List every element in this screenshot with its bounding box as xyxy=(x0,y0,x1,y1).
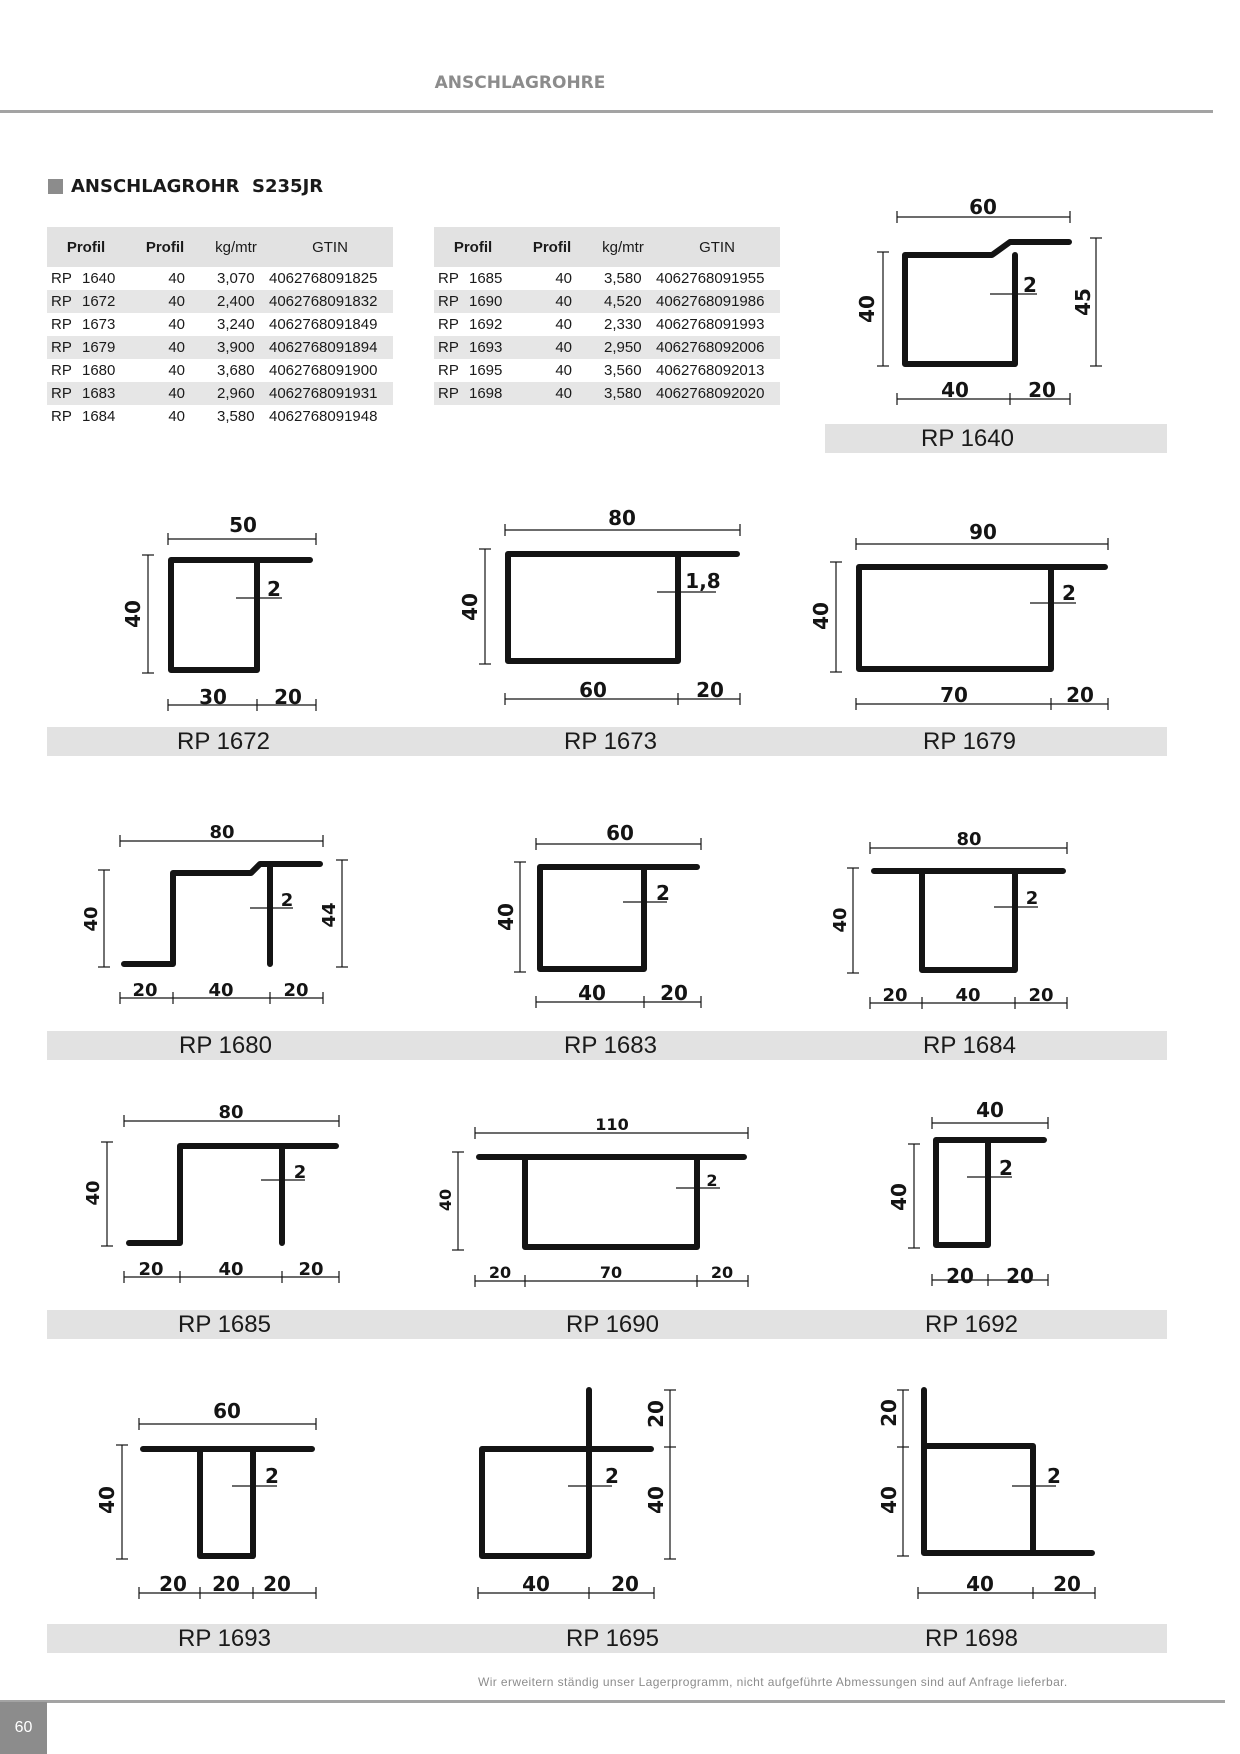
dimension-lines xyxy=(98,835,348,1004)
cell-gtin: 4062768092013 xyxy=(656,362,765,379)
dim-label: 2 xyxy=(267,577,281,601)
dim-label: 40 xyxy=(855,295,879,323)
dim-label: 80 xyxy=(956,829,982,850)
cell-gtin: 4062768091931 xyxy=(267,382,393,405)
cell-profil-size: 40 xyxy=(125,382,205,405)
col-header-profil-2: Profil xyxy=(125,227,205,267)
drawing-rp1690 xyxy=(436,1115,748,1287)
dim-label: 40 xyxy=(494,903,518,931)
dim-label: 20 xyxy=(1053,1572,1081,1596)
drawing-rp1672 xyxy=(121,513,316,711)
cell-code: 1673 xyxy=(82,316,116,333)
cell-code: 1640 xyxy=(82,270,116,287)
profile-label-rp1690: RP 1690 xyxy=(566,1311,659,1338)
col-header-kg: kg/mtr xyxy=(592,227,654,267)
dim-label: 20 xyxy=(1028,378,1056,402)
profile-label-rp1679: RP 1679 xyxy=(923,728,1016,755)
dim-label: 20 xyxy=(283,980,309,1001)
cell-code: 1672 xyxy=(82,293,116,310)
profile-label-rp1685: RP 1685 xyxy=(178,1311,271,1338)
cell-kg: 4,520 xyxy=(592,290,654,313)
footnote: Wir erweitern ständig unser Lagerprogramm, nicht aufgeführte Abmessungen sind auf Anfrage lieferbar. xyxy=(478,1675,1068,1689)
cell-kg: 3,580 xyxy=(217,408,255,425)
cell-profil-size: 40 xyxy=(512,336,592,359)
cell-prefix: RP xyxy=(51,270,72,287)
cell-prefix: RP xyxy=(51,316,72,333)
dim-label: 80 xyxy=(218,1102,244,1123)
cell-prefix: RP xyxy=(438,385,459,402)
dimension-lines xyxy=(847,842,1067,1009)
dim-label: 20 xyxy=(159,1572,187,1596)
section-title: ANSCHLAGROHR S235JR xyxy=(71,176,324,197)
profile-label-rp1672: RP 1672 xyxy=(177,728,270,755)
cell-kg: 3,580 xyxy=(604,270,642,287)
profile-label-rp1673: RP 1673 xyxy=(564,728,657,755)
profile-label-rp1693: RP 1693 xyxy=(178,1625,271,1652)
cell-gtin: 4062768091894 xyxy=(267,336,393,359)
cell-gtin: 4062768092006 xyxy=(654,336,780,359)
dim-label: 2 xyxy=(280,890,294,911)
page-number: 60 xyxy=(0,1702,47,1754)
dim-label: 40 xyxy=(95,1486,119,1514)
dim-label: 40 xyxy=(218,1259,244,1280)
dim-label: 40 xyxy=(809,602,833,630)
cell-gtin: 4062768091849 xyxy=(269,316,378,333)
dim-label: 90 xyxy=(969,520,997,544)
cell-kg: 3,900 xyxy=(205,336,267,359)
cell-profil-size: 40 xyxy=(555,270,572,287)
dim-label: 2 xyxy=(999,1156,1013,1180)
dim-label: 40 xyxy=(941,378,969,402)
profile-outline xyxy=(171,560,310,670)
dim-label: 40 xyxy=(81,906,102,932)
cell-profil-size: 40 xyxy=(555,316,572,333)
cell-gtin: 4062768091955 xyxy=(656,270,765,287)
profile-outline xyxy=(936,1140,1044,1245)
cell-code: 1679 xyxy=(82,339,116,356)
drawing-rp1684 xyxy=(830,829,1067,1009)
drawing-rp1692 xyxy=(887,1098,1048,1288)
profile-label-rp1680: RP 1680 xyxy=(179,1032,272,1059)
cell-kg: 3,560 xyxy=(604,362,642,379)
cell-profil-size: 40 xyxy=(168,316,185,333)
cell-gtin: 4062768092020 xyxy=(654,382,780,405)
dim-label: 40 xyxy=(830,907,851,933)
dim-label: 60 xyxy=(579,678,607,702)
cell-gtin: 4062768091825 xyxy=(269,270,378,287)
col-header-profil: Profil xyxy=(434,227,512,267)
dim-label: 20 xyxy=(644,1400,668,1428)
dim-label: 2 xyxy=(605,1464,619,1488)
dim-label: 40 xyxy=(208,980,234,1001)
cell-gtin: 4062768091900 xyxy=(269,362,378,379)
drawing-rp1698 xyxy=(877,1390,1095,1599)
cell-prefix: RP xyxy=(51,293,72,310)
profile-outline xyxy=(482,1390,651,1556)
dimension-lines xyxy=(101,1115,339,1283)
profile-outline xyxy=(124,864,320,964)
dim-label: 40 xyxy=(955,985,981,1006)
profile-label-rp1698: RP 1698 xyxy=(925,1625,1018,1652)
dim-label: 1,8 xyxy=(685,569,721,593)
profile-outline xyxy=(874,871,1063,970)
dim-label: 40 xyxy=(436,1188,455,1212)
cell-kg: 3,240 xyxy=(217,316,255,333)
cell-kg: 3,580 xyxy=(592,382,654,405)
dim-label: 40 xyxy=(458,593,482,621)
dim-label: 40 xyxy=(522,1572,550,1596)
cell-kg: 2,950 xyxy=(592,336,654,359)
dim-label: 60 xyxy=(969,195,997,219)
dim-label: 2 xyxy=(1062,581,1076,605)
dim-label: 60 xyxy=(213,1399,241,1423)
cell-code: 1684 xyxy=(82,408,116,425)
col-header-gtin: GTIN xyxy=(654,227,780,267)
dim-label: 20 xyxy=(274,685,302,709)
drawing-rp1683 xyxy=(494,821,701,1008)
cell-prefix: RP xyxy=(438,339,459,356)
dim-label: 20 xyxy=(298,1259,324,1280)
col-header-kg: kg/mtr xyxy=(205,227,267,267)
dim-label: 45 xyxy=(1071,288,1095,316)
cell-kg: 3,680 xyxy=(217,362,255,379)
drawing-rp1685 xyxy=(83,1102,339,1283)
cell-profil-size: 40 xyxy=(168,270,185,287)
col-header-gtin: GTIN xyxy=(267,227,393,267)
dim-label: 80 xyxy=(608,506,636,530)
cell-profil-size: 40 xyxy=(168,408,185,425)
cell-profil-size: 40 xyxy=(512,290,592,313)
cell-code: 1693 xyxy=(469,339,503,356)
dim-label: 2 xyxy=(1025,888,1039,909)
profile-outline xyxy=(540,867,697,969)
cell-prefix: RP xyxy=(51,362,72,379)
profile-outline xyxy=(129,1146,336,1243)
dim-label: 20 xyxy=(263,1572,291,1596)
cell-kg: 2,400 xyxy=(205,290,267,313)
footer-divider xyxy=(0,1700,1225,1703)
dim-label: 2 xyxy=(293,1162,307,1183)
dim-label: 20 xyxy=(1006,1264,1034,1288)
col-header-profil: Profil xyxy=(47,227,125,267)
cell-profil-size: 40 xyxy=(125,336,205,359)
profile-outline xyxy=(143,1449,312,1556)
dim-label: 110 xyxy=(595,1115,629,1134)
cell-profil-size: 40 xyxy=(555,362,572,379)
drawing-rp1679 xyxy=(809,520,1108,710)
dim-label: 70 xyxy=(940,683,968,707)
dim-label: 20 xyxy=(882,985,908,1006)
profile-label-rp1683: RP 1683 xyxy=(564,1032,657,1059)
dim-label: 40 xyxy=(966,1572,994,1596)
dim-label: 44 xyxy=(319,902,340,928)
cell-prefix: RP xyxy=(438,362,459,379)
dim-label: 20 xyxy=(696,678,724,702)
dim-label: 20 xyxy=(132,980,158,1001)
dim-label: 20 xyxy=(488,1263,512,1282)
cell-prefix: RP xyxy=(438,316,459,333)
drawing-rp1640 xyxy=(855,195,1102,405)
cell-prefix: RP xyxy=(51,408,72,425)
cell-prefix: RP xyxy=(51,385,72,402)
dim-label: 2 xyxy=(1023,273,1037,297)
dim-label: 80 xyxy=(209,822,235,843)
dim-label: 20 xyxy=(877,1399,901,1427)
dim-label: 2 xyxy=(1047,1464,1061,1488)
cell-code: 1692 xyxy=(469,316,503,333)
dim-label: 30 xyxy=(199,685,227,709)
col-header-profil-2: Profil xyxy=(512,227,592,267)
profile-label-rp1692: RP 1692 xyxy=(925,1311,1018,1338)
cell-prefix: RP xyxy=(438,270,459,287)
cell-profil-size: 40 xyxy=(168,362,185,379)
cell-kg: 3,070 xyxy=(217,270,255,287)
dim-label: 40 xyxy=(877,1486,901,1514)
cell-profil-size: 40 xyxy=(512,382,592,405)
dim-label: 40 xyxy=(644,1486,668,1514)
profile-outline xyxy=(479,1157,744,1247)
dim-label: 20 xyxy=(1028,985,1054,1006)
dim-label: 20 xyxy=(710,1263,734,1282)
cell-gtin: 4062768091832 xyxy=(267,290,393,313)
profile-outline xyxy=(905,242,1069,364)
dim-label: 20 xyxy=(138,1259,164,1280)
cell-code: 1683 xyxy=(82,385,116,402)
cell-code: 1680 xyxy=(82,362,116,379)
cell-gtin: 4062768091948 xyxy=(269,408,378,425)
drawing-rp1693 xyxy=(95,1399,316,1599)
profile-label-rp1684: RP 1684 xyxy=(923,1032,1016,1059)
dim-label: 40 xyxy=(887,1183,911,1211)
profile-label-rp1695: RP 1695 xyxy=(566,1625,659,1652)
cell-prefix: RP xyxy=(51,339,72,356)
dim-label: 20 xyxy=(611,1572,639,1596)
cell-code: 1698 xyxy=(469,385,503,402)
dim-label: 2 xyxy=(265,1464,279,1488)
profile-label-rp1640: RP 1640 xyxy=(921,425,1014,452)
dim-label: 20 xyxy=(212,1572,240,1596)
profile-outline xyxy=(924,1390,1092,1553)
dim-label: 70 xyxy=(599,1263,623,1282)
dim-label: 60 xyxy=(606,821,634,845)
cell-prefix: RP xyxy=(438,293,459,310)
cell-code: 1685 xyxy=(469,270,503,287)
dim-label: 20 xyxy=(660,981,688,1005)
page-header-title: ANSCHLAGROHRE xyxy=(434,73,606,93)
dim-label: 20 xyxy=(1066,683,1094,707)
cell-code: 1695 xyxy=(469,362,503,379)
cell-gtin: 4062768091986 xyxy=(654,290,780,313)
cell-gtin: 4062768091993 xyxy=(656,316,765,333)
cell-kg: 2,330 xyxy=(604,316,642,333)
cell-code: 1690 xyxy=(469,293,503,310)
dim-label: 40 xyxy=(578,981,606,1005)
cell-kg: 2,960 xyxy=(205,382,267,405)
drawing-rp1695 xyxy=(478,1390,676,1599)
drawing-rp1673 xyxy=(458,506,740,705)
drawing-rp1680 xyxy=(81,822,348,1004)
dim-label: 50 xyxy=(229,513,257,537)
dim-label: 20 xyxy=(946,1264,974,1288)
dim-label: 2 xyxy=(706,1171,718,1190)
dim-label: 2 xyxy=(656,881,670,905)
dim-label: 40 xyxy=(83,1180,104,1206)
dim-label: 40 xyxy=(121,600,145,628)
cell-profil-size: 40 xyxy=(125,290,205,313)
dim-label: 40 xyxy=(976,1098,1004,1122)
